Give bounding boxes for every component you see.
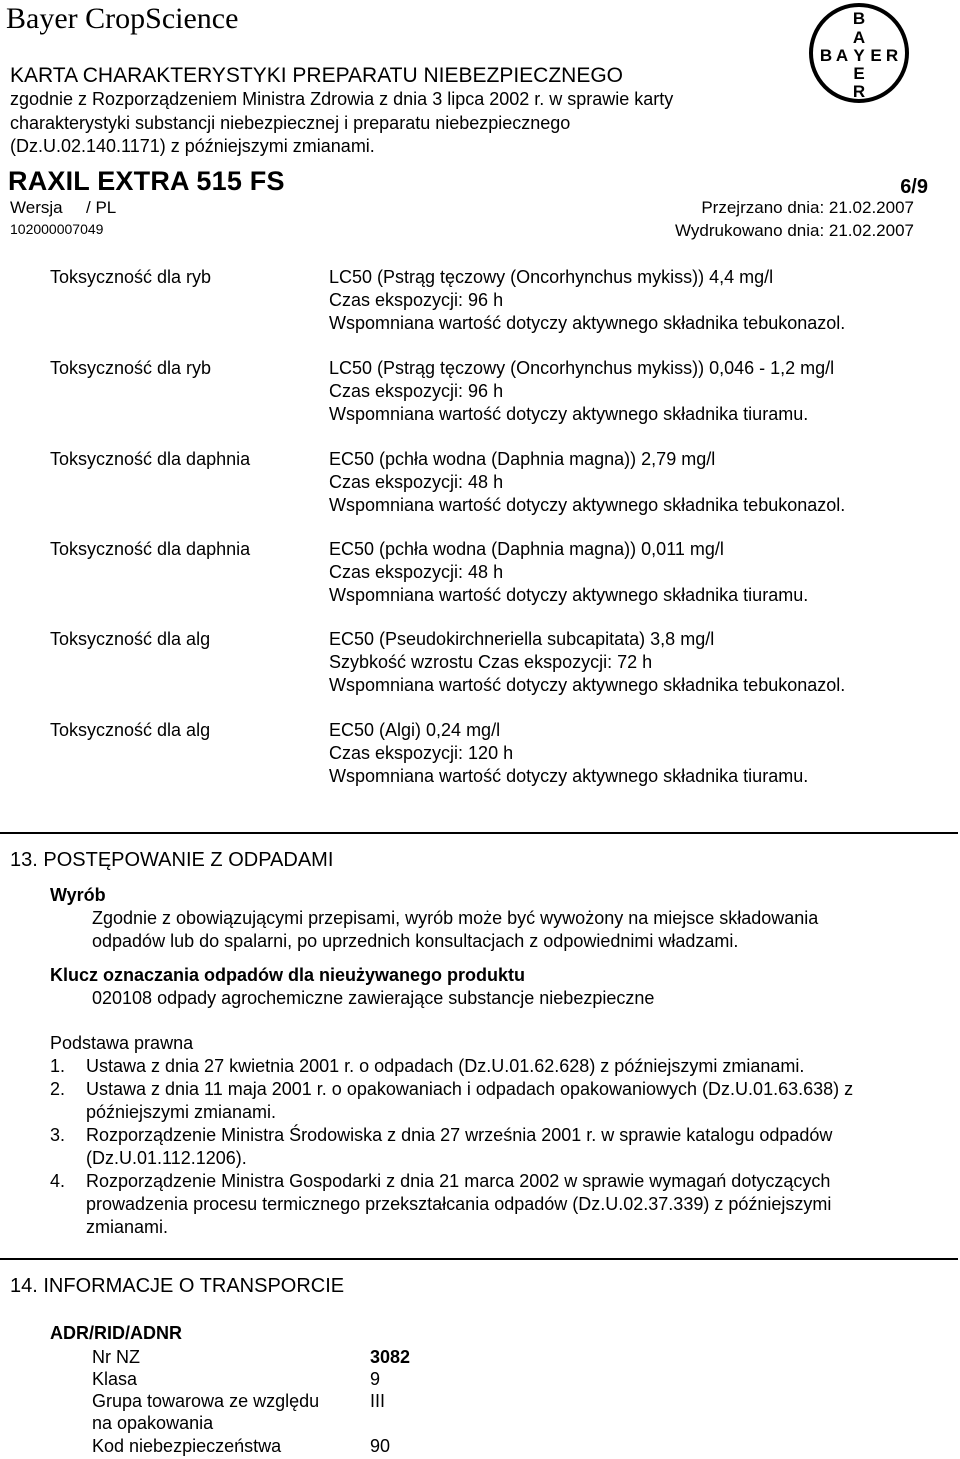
section-14-title: 14. INFORMACJE O TRANSPORCIE (10, 1275, 345, 1297)
legal-item-text: Ustawa z dnia 11 maja 2001 r. o opakowaniach i odpadach opakowaniowych (Dz.U.01.63.638) z (86, 1079, 854, 1099)
legal-item-number: 1. (50, 1056, 66, 1076)
svg-text:E: E (870, 46, 882, 65)
svg-text:B: B (819, 46, 833, 65)
version-lang: / PL (86, 198, 117, 217)
transport-label-class: Klasa (92, 1369, 138, 1389)
toxicity-value: EC50 (Algi) 0,24 mg/l (329, 720, 501, 740)
transport-value-un-number: 3082 (370, 1347, 411, 1367)
exposure-time: Czas ekspozycji: 48 h (329, 472, 504, 492)
exposure-time: Czas ekspozycji: 96 h (329, 381, 504, 401)
toxicity-label: Toksyczność dla daphnia (50, 449, 251, 469)
waste-code-text: 020108 odpady agrochemiczne zawierające substancje niebezpieczne (92, 988, 655, 1008)
toxicity-value: EC50 (pchła wodna (Daphnia magna)) 2,79 mg/l (329, 449, 716, 469)
legal-item-text: zmianami. (86, 1217, 169, 1237)
toxicity-label: Toksyczność dla ryb (50, 267, 212, 287)
version-label: Wersja (10, 198, 63, 217)
active-ingredient-note: Wspomniana wartość dotyczy aktywnego składnika tebukonazol. (329, 495, 846, 515)
legal-item-text: Rozporządzenie Ministra Środowiska z dnia 27 września 2001 r. w sprawie katalogu odpadów (86, 1125, 833, 1145)
document-number: 102000007049 (10, 221, 104, 237)
legal-item-number: 4. (50, 1171, 66, 1191)
active-ingredient-note: Wspomniana wartość dotyczy aktywnego składnika tiuramu. (329, 585, 809, 605)
svg-text:A: A (835, 46, 849, 65)
adr-heading: ADR/RID/ADNR (50, 1323, 182, 1343)
product-text-line-1: Zgodnie z obowiązującymi przepisami, wyrób może być wywożony na miejsce składowania (92, 908, 819, 928)
transport-label-un-number: Nr NZ (92, 1347, 140, 1367)
toxicity-value: LC50 (Pstrąg tęczowy (Oncorhynchus mykiss)) 0,046 - 1,2 mg/l (329, 358, 835, 378)
toxicity-value: LC50 (Pstrąg tęczowy (Oncorhynchus mykiss)) 4,4 mg/l (329, 267, 774, 287)
logo-letter-r: R (852, 82, 866, 101)
transport-value-class: 9 (370, 1369, 381, 1389)
regulation-line-1: zgodnie z Rozporządzeniem Ministra Zdrowia z dnia 3 lipca 2002 r. w sprawie karty (10, 89, 674, 109)
legal-item-text: Ustawa z dnia 27 kwietnia 2001 r. o odpadach (Dz.U.01.62.628) z późniejszymi zmianami. (86, 1056, 805, 1076)
toxicity-label: Toksyczność dla alg (50, 629, 211, 649)
company-name: Bayer CropScience (6, 2, 239, 35)
active-ingredient-note: Wspomniana wartość dotyczy aktywnego składnika tebukonazol. (329, 675, 846, 695)
logo-letter-e: E (853, 64, 865, 83)
bayer-cross-logo (808, 2, 910, 104)
transport-label-hazard-code: Kod niebezpieczeństwa (92, 1436, 282, 1456)
logo-letter-y: Y (853, 46, 865, 65)
transport-label-packing-group-2: na opakowania (92, 1413, 214, 1433)
toxicity-label: Toksyczność dla alg (50, 720, 211, 740)
legal-basis-heading: Podstawa prawna (50, 1033, 194, 1053)
product-heading: Wyrób (50, 885, 106, 905)
regulation-line-3: (Dz.U.02.140.1171) z późniejszymi zmianami. (10, 136, 375, 156)
exposure-time: Szybkość wzrostu Czas ekspozycji: 72 h (329, 652, 653, 672)
transport-value-packing-group: III (370, 1391, 386, 1411)
waste-code-heading: Klucz oznaczania odpadów dla nieużywanego produktu (50, 965, 526, 985)
active-ingredient-note: Wspomniana wartość dotyczy aktywnego składnika tiuramu. (329, 766, 809, 786)
legal-item-number: 2. (50, 1079, 66, 1099)
legal-item-number: 3. (50, 1125, 66, 1145)
reviewed-date: Przejrzano dnia: 21.02.2007 (701, 198, 914, 217)
exposure-time: Czas ekspozycji: 120 h (329, 743, 514, 763)
legal-item-text: późniejszymi zmianami. (86, 1102, 277, 1122)
product-name: RAXIL EXTRA 515 FS (8, 166, 285, 196)
section-13-title: 13. POSTĘPOWANIE Z ODPADAMI (10, 849, 334, 871)
legal-item-text: Rozporządzenie Ministra Gospodarki z dnia 21 marca 2002 w sprawie wymagań dotyczących (86, 1171, 831, 1191)
active-ingredient-note: Wspomniana wartość dotyczy aktywnego składnika tiuramu. (329, 404, 809, 424)
section-divider (0, 832, 958, 834)
toxicity-value: EC50 (pchła wodna (Daphnia magna)) 0,011 mg/l (329, 539, 724, 559)
legal-item-text: (Dz.U.01.112.1206). (86, 1148, 247, 1168)
section-divider (0, 1258, 958, 1260)
logo-letter-a: A (852, 28, 866, 47)
legal-item-text: prowadzenia procesu termicznego przekształcania odpadów (Dz.U.02.37.339) z późniejszymi (86, 1194, 832, 1214)
toxicity-label: Toksyczność dla daphnia (50, 539, 251, 559)
document-title: KARTA CHARAKTERYSTYKI PREPARATU NIEBEZPIECZNEGO (10, 64, 624, 87)
transport-value-hazard-code: 90 (370, 1436, 391, 1456)
active-ingredient-note: Wspomniana wartość dotyczy aktywnego składnika tebukonazol. (329, 313, 846, 333)
product-text-line-2: odpadów lub do spalarni, po uprzednich konsultacjach z odpowiednimi władzami. (92, 931, 739, 951)
page-number: 6/9 (900, 176, 928, 198)
exposure-time: Czas ekspozycji: 96 h (329, 290, 504, 310)
toxicity-value: EC50 (Pseudokirchneriella subcapitata) 3,8 mg/l (329, 629, 715, 649)
transport-label-packing-group: Grupa towarowa ze względu (92, 1391, 320, 1411)
toxicity-label: Toksyczność dla ryb (50, 358, 212, 378)
regulation-line-2: charakterystyki substancji niebezpiecznej i preparatu niebezpiecznego (10, 113, 571, 133)
printed-date: Wydrukowano dnia: 21.02.2007 (675, 221, 914, 240)
exposure-time: Czas ekspozycji: 48 h (329, 562, 504, 582)
svg-text:R: R (885, 46, 899, 65)
logo-letter-b: B (852, 9, 866, 28)
